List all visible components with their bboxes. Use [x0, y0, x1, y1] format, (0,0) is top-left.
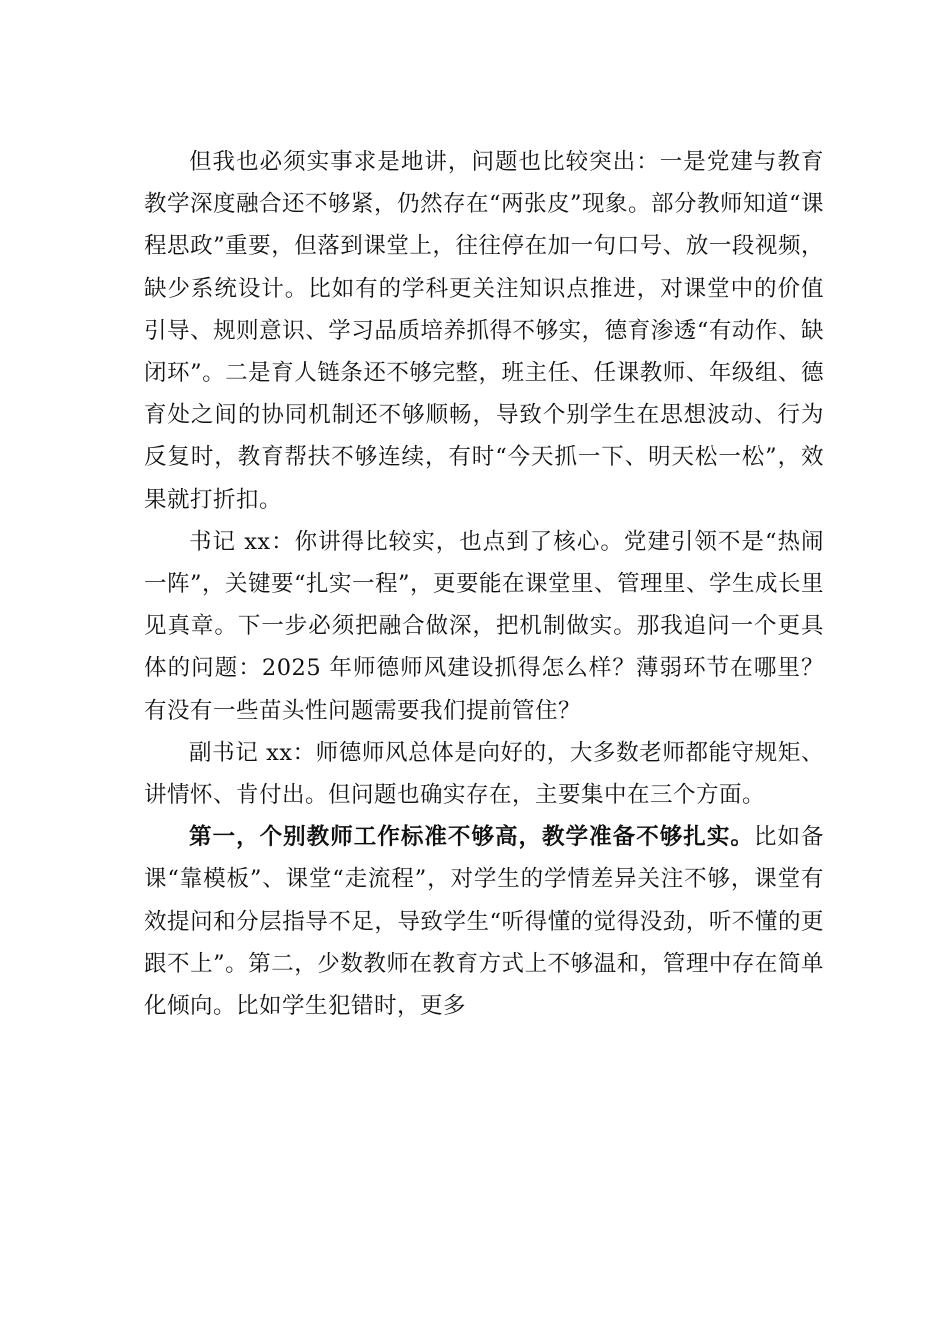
paragraph-secretary-question: 书记 xx：你讲得比较实，也点到了核心。党建引领不是“热闹一阵”，关键要“扎实一程”，更要能在课堂里、管理里、学生成长里见真章。下一步必须把融合做深，把机制做实。那我追问一个更具体的问题：2025 年师德师风建设抓得怎么样？薄弱环节在哪里？有没有一些苗头性问题需要我们提前管住？	[144, 528, 825, 724]
first-point-body: 比如备课“靠模板”、课堂“走流程”，对学生的学情差异关注不够，课堂有效提问和分层指导不足，导致学生“听得懂的觉得没劲，听不懂的更跟不上”。第二，少数教师在教育方式上不够温和，管理中存在简单化倾向。比如学生犯错时，更多	[144, 824, 824, 1020]
first-point-heading: 第一，个别教师工作标准不够高，教学准备不够扎实。	[189, 824, 754, 851]
paragraph-first-point	[144, 816, 824, 1027]
paragraph-problems: 但我也必须实事求是地讲，问题也比较突出：一是党建与教育教学深度融合还不够紧，仍然存在“两张皮”现象。部分教师知道“课程思政”重要，但落到课堂上，往往停在加一句口号、放一段视频，缺少系统设计。比如有的学科更关注知识点推进，对课堂中的价值引导、规则意识、学习品质培养抓得不够实，德育渗透“有动作、缺闭环”。二是育人链条还不够完整，班主任、任课教师、年级组、德育处之间的协同机制还不够顺畅，导致个别学生在思想波动、行为反复时，教育帮扶不够连续，有时“今天抓一下、明天松一松”，效果就打折扣。	[144, 149, 825, 513]
paragraph-deputy-secretary-answer: 副书记 xx：师德师风总体是向好的，大多数老师都能守规矩、讲情怀、肯付出。但问题也确实存在，主要集中在三个方面。	[144, 739, 824, 809]
document-body	[144, 141, 824, 1027]
